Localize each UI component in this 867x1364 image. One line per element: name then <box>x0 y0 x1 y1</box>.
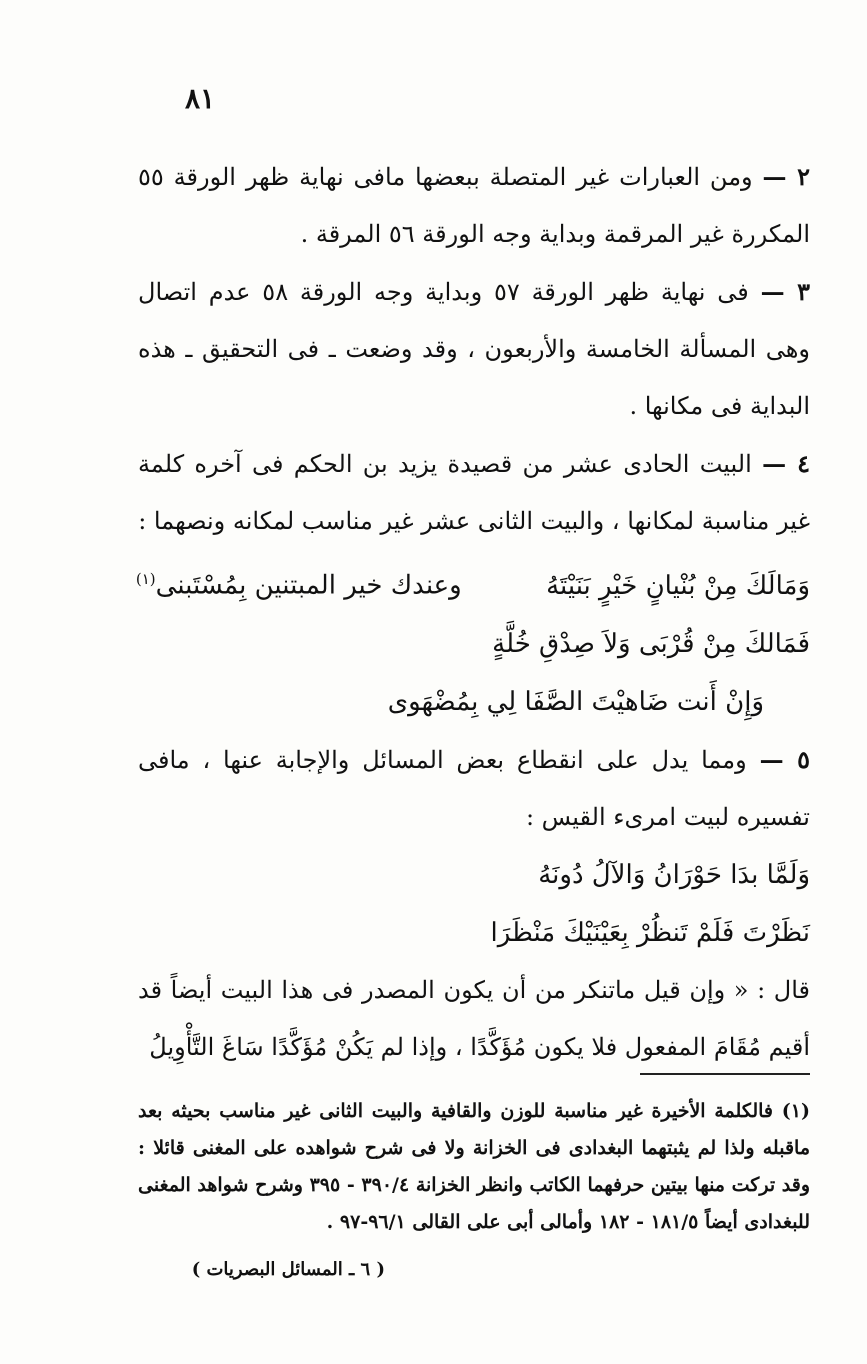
verse-line <box>138 904 810 962</box>
paragraph-number: ٣ — <box>760 277 811 306</box>
paragraph-2 <box>138 148 810 263</box>
footnote-marker: (١) <box>135 570 156 588</box>
verse-hemistich <box>136 550 462 615</box>
paragraph-text: ومما يدل على انقطاع بعض المسائل والإجابة عنها ، مافى تفسيره لبيت امرىء القيس : <box>138 745 810 831</box>
paragraph-3 <box>138 263 810 435</box>
signature-mark: ( ٦ ـ المسائل البصريات ) <box>191 1259 385 1280</box>
paragraph-5 <box>138 731 810 846</box>
verse-hemistich: وَإِنْ أَنت ضَاهيْتَ الصَّفَا لِي بِمُضْهَوى <box>387 686 764 717</box>
paragraph-text: البيت الحادى عشر من قصيدة يزيد بن الحكم فى آخره كلمة غير مناسبة لمكانها ، والبيت الثانى عشر غير مناسب لمكانه ونصهما : <box>138 450 810 535</box>
verse-hemistich-text: وعندك خير المبتنين بِمُسْتَبنى <box>155 570 462 601</box>
paragraph-number: ٢ — <box>762 162 810 191</box>
paragraph-text: فى نهاية ظهر الورقة ٥٧ وبداية وجه الورقة ٥٨ عدم اتصال وهى المسألة الخامسة والأربعون ، وقد وضعت ـ فى التحقيق ـ هذه البداية فى مكانها . <box>138 278 810 420</box>
verse-hemistich: وَمَالَكَ مِنْ بُنْيانٍ خَيْرٍ بَنَيْتَهُ <box>546 570 810 601</box>
quote-text: قال : « وإن قيل ماتنكر من أن يكون المصدر فى هذا البيت أيضاً قد أقيم مُقَامَ المفعول فلا يكون مُؤَكَّدًا ، وإذا لم يَكُنْ مُؤَكَّدًا سَاغَ التَّأْوِيلُ <box>138 975 810 1061</box>
footnote-divider <box>640 1073 810 1075</box>
quote-paragraph <box>138 962 810 1076</box>
footnote <box>138 1093 810 1241</box>
verse-line <box>135 550 810 615</box>
paragraph-text: ومن العبارات غير المتصلة ببعضها مافى نهاية ظهر الورقة ٥٥ المكررة غير المرقمة وبداية وجه الورقة ٥٦ المرقة . <box>138 163 810 248</box>
page-number: ٨١ <box>184 82 216 115</box>
paragraph-4 <box>138 435 810 550</box>
verse-line <box>138 615 810 673</box>
verse-hemistich: نَظَرْتَ فَلَمْ تَنظُرْ بِعَيْنَيْكَ مَنْظَرَا <box>490 917 810 948</box>
main-text <box>135 148 811 1076</box>
verse-hemistich: وَلَمَّا بدَا حَوْرَانُ وَالآلُ دُونَهُ <box>538 859 810 890</box>
footnote-text: (١) فالكلمة الأخيرة غير مناسبة للوزن والقافية والبيت الثانى غير مناسب بحيثه بعد ماقبله ولذا لم يثبتهما البغدادى فى الخزانة ولا فى شرح شواهده على المغنى قائلا : وقد تركت منها بيتين حرفهما الكاتب وانظر الخزانة ٣٩٠/٤ - ٣٩٥ وشرح شواهد المغنى للبغدادى أيضاً ١٨١/٥ - ١٨٢ وأمالى أبى على القالى ٩٦/١-٩٧ . <box>138 1100 810 1233</box>
verse-line <box>138 846 810 904</box>
paragraph-number: ٥ — <box>759 744 810 774</box>
verse-line <box>138 673 810 731</box>
paragraph-number: ٤ — <box>762 449 810 478</box>
verse-hemistich: فَمَالكَ مِنْ قُرْبَى وَلاَ صِدْقِ خُلَّةٍ <box>492 628 810 659</box>
